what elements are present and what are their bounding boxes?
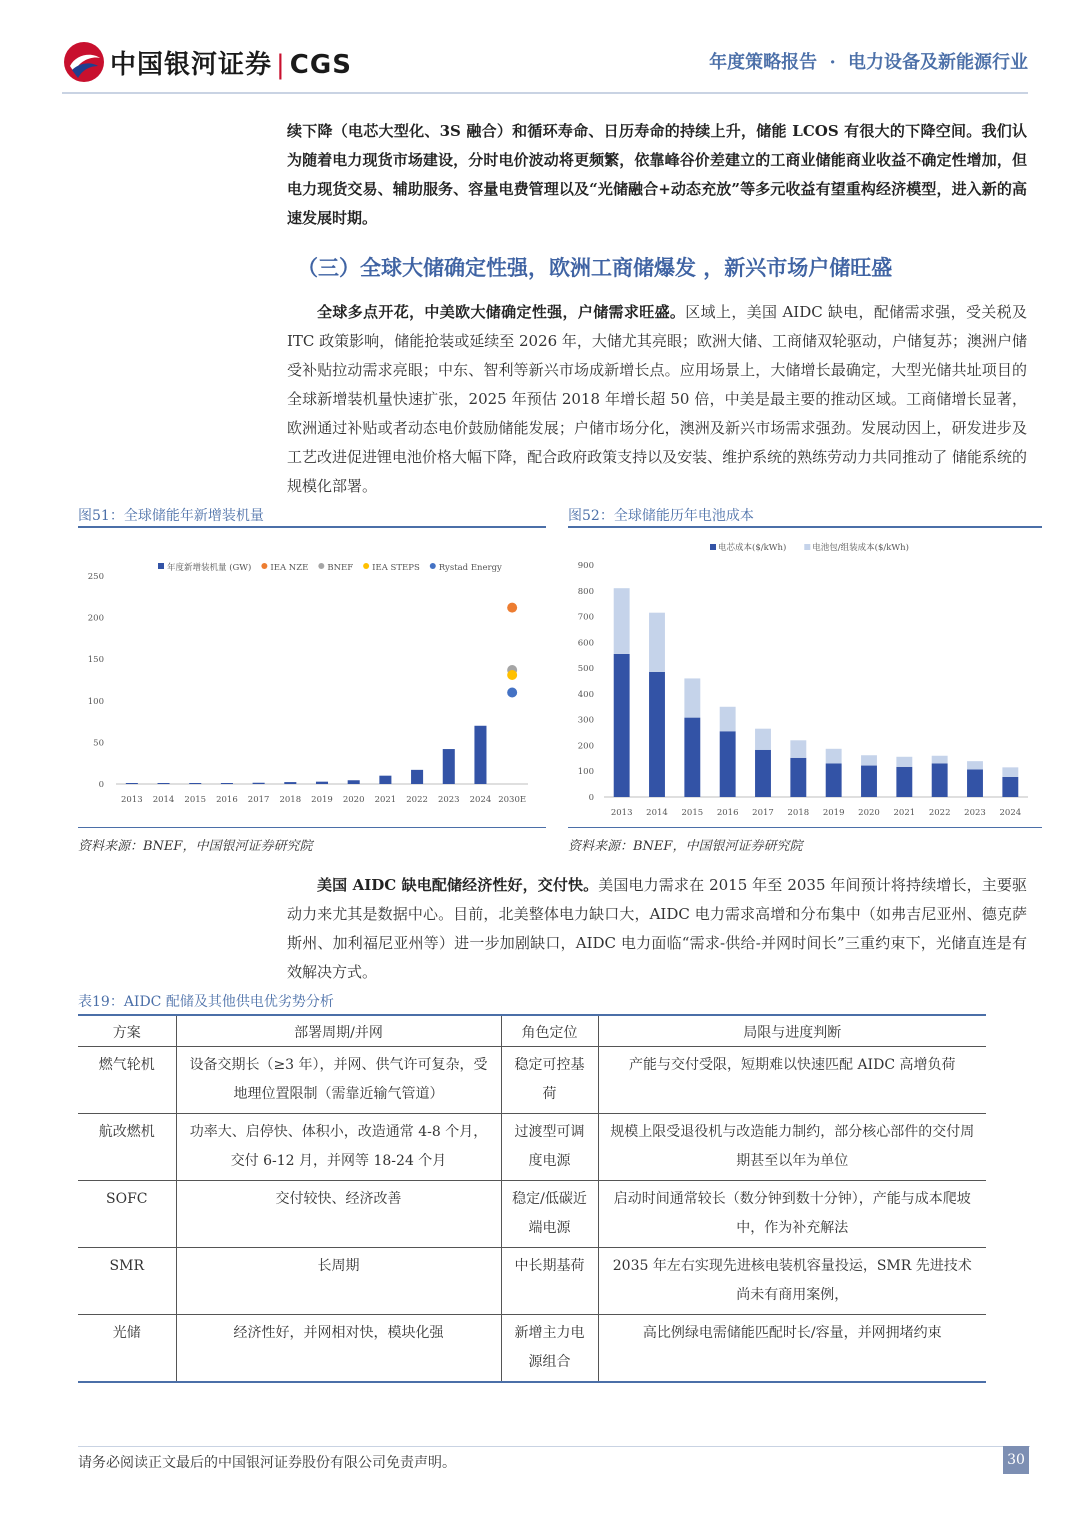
bar-pack-cost (896, 757, 912, 767)
bar-pack-cost (614, 588, 630, 654)
table-cell: 燃气轮机 (78, 1047, 176, 1114)
table-row (78, 1047, 986, 1114)
bar-pack-cost (720, 707, 736, 731)
legend-swatch (318, 563, 324, 569)
x-tick-label: 2016 (216, 795, 238, 805)
y-tick-label: 0 (98, 780, 104, 790)
legend-label: IEA STEPS (372, 563, 420, 573)
chart-battery-cost (568, 535, 1042, 820)
figure51-source: 资料来源：BNEF，中国银河证券研究院 (78, 839, 313, 854)
table-cell: 稳定/低碳近端电源 (501, 1181, 598, 1248)
table-row (78, 1315, 986, 1383)
table-row (78, 1114, 986, 1181)
x-tick-label: 2023 (437, 795, 460, 805)
figure51-top-rule (78, 526, 546, 528)
logo-text: 中国银河证券 | CGS (110, 50, 352, 80)
bar-pack-cost (1002, 767, 1018, 777)
x-tick-label: 2019 (822, 808, 845, 818)
table-cell: 启动时间通常较长（数分钟到数十分钟），产能与成本爬坡中，作为补充解法 (598, 1181, 986, 1248)
bar-installations (411, 770, 423, 784)
x-tick-label: 2017 (247, 795, 270, 805)
table-cell: 高比例绿电需储能匹配时长/容量，并网拥堵约束 (598, 1315, 986, 1383)
table-cell: 长周期 (176, 1248, 501, 1315)
y-tick-label: 100 (87, 696, 104, 707)
bar-installations (316, 782, 328, 784)
bar-cell-cost (755, 750, 771, 797)
bar-cell-cost (896, 767, 912, 797)
table-cell: 新增主力电源组合 (501, 1315, 598, 1383)
bar-pack-cost (826, 749, 842, 764)
legend-swatch (430, 563, 436, 569)
x-tick-label: 2015 (681, 808, 704, 818)
y-tick-label: 100 (577, 767, 594, 778)
table-header-row (78, 1015, 986, 1047)
bar-pack-cost (684, 678, 700, 717)
bar-cell-cost (614, 654, 630, 797)
bar-cell-cost (967, 769, 983, 797)
table-cell: 稳定可控基荷 (501, 1047, 598, 1114)
y-tick-label: 800 (577, 586, 594, 597)
table-cell: 功率大、启停快、体积小，改造通常 4-8 个月，交付 6-12 月，并网等 18-24 个月 (176, 1114, 501, 1181)
power-supply-comparison-table (78, 1014, 986, 1383)
bar-pack-cost (755, 729, 771, 750)
legend-swatch (158, 563, 164, 569)
bar-pack-cost (861, 755, 877, 765)
x-tick-label: 2019 (311, 795, 333, 805)
table-header: 部署周期/并网 (176, 1015, 501, 1047)
table-cell: 航改燃机 (78, 1114, 176, 1181)
bar-cell-cost (932, 763, 948, 797)
scatter-point (507, 603, 517, 613)
table-cell: 中长期基荷 (501, 1248, 598, 1315)
figure52-title: 图52：全球储能历年电池成本 (568, 508, 754, 524)
header-rule (62, 92, 1028, 94)
x-tick-label: 2017 (752, 808, 774, 818)
table-row (78, 1248, 986, 1315)
table-cell: 规模上限受退役机与改造能力制约，部分核心部件的交付周期甚至以年为单位 (598, 1114, 986, 1181)
page-number: 30 (1003, 1446, 1029, 1474)
bar-installations (221, 783, 233, 784)
header-report-title: 年度策略报告 · 电力设备及新能源行业 (709, 52, 1028, 73)
table-header: 方案 (78, 1015, 176, 1047)
table-cell: SOFC (78, 1181, 176, 1248)
bar-cell-cost (826, 763, 842, 797)
paragraph-lead: 全球多点开花，中美欧大储确定性强，户储需求旺盛。 (317, 303, 686, 321)
y-tick-label: 250 (87, 572, 104, 582)
y-tick-label: 400 (577, 689, 594, 700)
bar-cell-cost (684, 718, 700, 797)
y-tick-label: 150 (87, 655, 104, 666)
y-tick-label: 0 (588, 793, 594, 803)
legend-label: BNEF (327, 563, 354, 573)
legend-label: 电芯成本($/kWh) (718, 543, 787, 553)
paragraph-body: 区域上，美国 AIDC 缺电，配储需求强，受关税及 ITC 政策影响，储能抢装或延续至 2026 年，大储尤其亮眼；欧洲大储、工商储双轮驱动，户储复苏；澳洲户储受补贴拉动需求亮眼；中东、智利等新兴市场成新增长点。应用场景上，大储增长最确定，大型光储共址项目的全球新增装机量快速扩张，2025 年预估 2018 年增长超 50 倍，中美是最主要的推动区域。工商储增长显著，欧洲通过补贴或者动态电价鼓励储能发展；户储市场分化，澳洲及新兴市场需求强劲。发展动因上，研发进步及工艺改进促进锂电池价格大幅下降，配合政府政策支持以及安装、维护系统的熟练劳动力共同推动了 储能系统的规模化部署。 (287, 303, 1027, 495)
x-tick-label: 2018 (787, 808, 810, 818)
y-tick-label: 50 (93, 738, 104, 749)
table-cell: 光储 (78, 1315, 176, 1383)
table-cell: 产能与交付受限，短期难以快速匹配 AIDC 高增负荷 (598, 1047, 986, 1114)
figure51-bottom-rule (78, 827, 546, 828)
bar-pack-cost (967, 761, 983, 769)
y-tick-label: 600 (577, 638, 594, 649)
y-tick-label: 500 (577, 664, 594, 675)
table-cell: 经济性好，并网相对快，模块化强 (176, 1315, 501, 1383)
scatter-point (507, 687, 517, 697)
y-tick-label: 200 (577, 741, 594, 752)
legend-label: IEA NZE (270, 563, 309, 573)
figure51-title: 图51：全球储能年新增装机量 (78, 508, 264, 524)
y-tick-label: 900 (577, 561, 594, 571)
legend-swatch (261, 563, 267, 569)
figure52-bottom-rule (568, 827, 1042, 828)
legend-label: 年度新增装机量 (GW) (167, 563, 252, 573)
paragraph-us-aidc (287, 871, 1027, 987)
x-tick-label: 2016 (716, 808, 739, 818)
table-cell: 2035 年左右实现先进核电装机容量投运，SMR 先进技术尚未有商用案例， (598, 1248, 986, 1315)
table-header: 局限与进度判断 (598, 1015, 986, 1047)
chart-annual-installations (78, 540, 546, 820)
x-tick-label: 2014 (646, 808, 668, 818)
x-tick-label: 2022 (928, 808, 951, 818)
bar-pack-cost (790, 740, 806, 758)
footer-rule (78, 1446, 1030, 1447)
x-tick-label: 2018 (279, 795, 302, 805)
bar-installations (379, 776, 391, 784)
bar-cell-cost (861, 766, 877, 797)
x-tick-label: 2020 (342, 795, 365, 805)
legend-label: 电池包/组装成本($/kWh) (812, 543, 909, 553)
x-tick-label: 2013 (610, 808, 633, 818)
intro-paragraph: 续下降（电芯大型化、3S 融合）和循环寿命、日历寿命的持续上升，储能 LCOS 有很大的下降空间。我们认为随着电力现货市场建设，分时电价波动将更频繁，依靠峰谷价差建立的工商业储能商业收益不确定性增加，但电力现货交易、辅助服务、容量电费管理以及“光储融合+动态充放”等多元收益有望重构经济模型，进入新的高速发展时期。 (287, 122, 1027, 227)
bar-cell-cost (649, 672, 665, 797)
legend-label: Rystad Energy (438, 563, 502, 573)
table19-title: 表19：AIDC 配储及其他供电优劣势分析 (78, 994, 334, 1010)
x-tick-label: 2024 (469, 795, 492, 805)
table-header: 角色定位 (501, 1015, 598, 1047)
scatter-point (507, 670, 517, 680)
figure52-top-rule (568, 526, 1042, 528)
bar-cell-cost (1002, 777, 1018, 797)
bar-cell-cost (790, 758, 806, 797)
table-cell: SMR (78, 1248, 176, 1315)
legend-swatch (710, 544, 716, 550)
paragraph-body: 美国电力需求在 2015 年至 2035 年间预计将持续增长，主要驱动力来尤其是数据中心。目前，北美整体电力缺口大，AIDC 电力需求高增和分布集中（如弗吉尼亚州、德克萨斯州、加利福尼亚州等）进一步加剧缺口，AIDC 电力面临“需求-供给-并网时间长”三重约束下，光储直连是有效解决方式。 (287, 876, 1027, 981)
bar-installations (443, 749, 455, 784)
bar-cell-cost (720, 731, 736, 797)
table-row (78, 1181, 986, 1248)
x-tick-label: 2024 (999, 808, 1022, 818)
x-tick-label: 2021 (893, 808, 916, 818)
x-tick-label: 2015 (184, 795, 207, 805)
x-tick-label: 2020 (858, 808, 880, 818)
bar-installations (284, 782, 296, 784)
paragraph-lead: 美国 AIDC 缺电配储经济性好，交付快。 (317, 876, 599, 894)
bar-installations (348, 780, 360, 784)
logo-mark (62, 40, 106, 84)
footer-disclaimer: 请务必阅读正文最后的中国银河证券股份有限公司免责声明。 (78, 1455, 456, 1471)
legend-swatch (363, 563, 369, 569)
y-tick-label: 300 (577, 715, 594, 726)
x-tick-label: 2013 (121, 795, 143, 805)
x-tick-label: 2014 (152, 795, 175, 805)
x-tick-label: 2023 (964, 808, 986, 818)
x-tick-label: 2021 (374, 795, 397, 805)
table-cell: 设备交期长（≥3 年），并网、供气许可复杂，受地理位置限制（需靠近输气管道） (176, 1047, 501, 1114)
y-tick-label: 700 (577, 612, 594, 623)
bar-installations (158, 783, 170, 784)
paragraph-global-storage (287, 298, 1027, 501)
section-title: （三）全球大储确定性强，欧洲工商储爆发 ，新兴市场户储旺盛 (297, 255, 893, 280)
table-cell: 过渡型可调度电源 (501, 1114, 598, 1181)
x-tick-label: 2022 (406, 795, 428, 805)
figure52-source: 资料来源：BNEF，中国银河证券研究院 (568, 839, 803, 854)
legend-swatch (804, 544, 810, 550)
bar-installations (126, 783, 138, 784)
bar-installations (253, 783, 265, 784)
x-tick-label: 2030E (498, 795, 527, 805)
table-cell: 交付较快、经济改善 (176, 1181, 501, 1248)
bar-installations (189, 783, 201, 784)
bar-pack-cost (649, 613, 665, 672)
bar-pack-cost (932, 756, 948, 764)
y-tick-label: 200 (87, 613, 104, 624)
bar-installations (474, 726, 486, 784)
